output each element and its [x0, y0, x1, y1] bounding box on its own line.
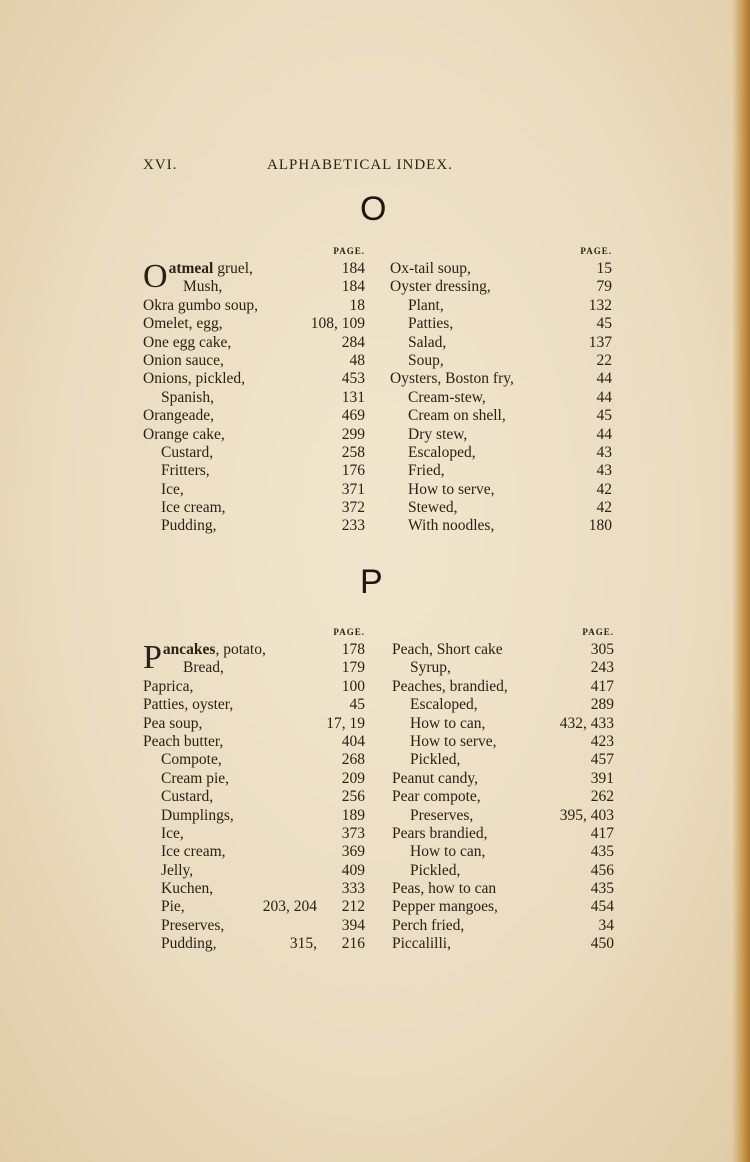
page-column-label	[390, 246, 612, 260]
entry-text: Patties, oyster,	[143, 696, 234, 714]
index-entry	[143, 407, 365, 425]
entry-label	[390, 278, 491, 296]
entry-page: 268	[341, 751, 365, 769]
entry-label	[161, 389, 214, 407]
entry-page: 453	[341, 370, 365, 388]
entry-label	[408, 444, 476, 462]
entry-label	[161, 807, 234, 825]
index-entry	[392, 715, 614, 733]
entry-label	[161, 481, 184, 499]
index-entry	[392, 843, 614, 861]
entry-extra-pages: 203, 204	[262, 898, 317, 916]
entry-page: 243	[590, 659, 614, 677]
entry-label	[161, 751, 222, 769]
entry-label	[408, 462, 445, 480]
index-entry	[143, 352, 365, 370]
drop-cap: O	[143, 258, 168, 295]
entry-label	[143, 407, 214, 425]
entry-text: Bread,	[183, 659, 224, 677]
entry-page: 184	[341, 278, 365, 296]
entry-text: Peach, Short cake	[392, 641, 503, 658]
entry-label	[143, 370, 245, 388]
index-entry	[143, 462, 365, 480]
entry-text: Cream-stew,	[408, 388, 486, 406]
entry-text: Omelet, egg,	[143, 315, 223, 333]
index-entry	[143, 370, 365, 388]
entry-text: Ice cream,	[161, 499, 226, 517]
index-entry	[392, 659, 614, 677]
index-entry	[392, 880, 614, 898]
page-label: PAGE.	[580, 246, 612, 256]
index-entry	[390, 481, 612, 499]
entry-text: Onion sauce,	[143, 351, 224, 369]
entry-page: 289	[590, 696, 614, 714]
entry-page: 44	[596, 370, 612, 388]
entry-text: , potato,	[215, 641, 266, 658]
index-entry	[143, 517, 365, 535]
index-entry	[143, 715, 365, 733]
index-entry	[390, 444, 612, 462]
entry-label	[183, 659, 224, 677]
entry-page: 391	[590, 769, 614, 787]
entry-page: 373	[341, 824, 365, 842]
index-entry	[392, 862, 614, 880]
entry-text: Perch fried,	[392, 916, 465, 934]
entry-page: 42	[596, 480, 612, 498]
index-entry	[143, 278, 365, 296]
entry-label	[392, 825, 488, 843]
index-entry	[143, 770, 365, 788]
page-label: PAGE.	[333, 627, 365, 637]
entry-page: 189	[341, 806, 365, 824]
entry-label	[410, 862, 460, 880]
index-entry	[392, 751, 614, 769]
entry-text: Pudding,	[161, 517, 217, 535]
entry-page: 469	[341, 407, 365, 425]
entry-label	[392, 935, 451, 953]
index-entry	[392, 935, 614, 953]
entry-page: 371	[341, 480, 365, 498]
entry-page: 22	[596, 351, 612, 369]
page-title: ALPHABETICAL INDEX.	[267, 157, 453, 173]
index-entry	[390, 462, 612, 480]
index-entry	[143, 843, 365, 861]
entry-text: Peach butter,	[143, 732, 224, 750]
entry-label	[161, 517, 217, 535]
index-entry	[143, 499, 365, 517]
index-entry	[392, 898, 614, 916]
entry-text: Cream pie,	[161, 769, 230, 787]
entry-text: Spanish,	[161, 388, 214, 406]
entry-text: Salad,	[408, 333, 447, 351]
entry-page: 176	[341, 462, 365, 480]
entry-label	[392, 880, 496, 898]
entry-page: 450	[590, 935, 614, 953]
entry-text: Mush,	[183, 278, 223, 296]
entry-text: How to serve,	[408, 480, 495, 498]
entry-page: 454	[590, 898, 614, 916]
entry-text: How to can,	[410, 714, 486, 732]
entry-label	[143, 715, 202, 733]
entry-text: Pepper mangoes,	[392, 898, 498, 916]
entry-label	[143, 297, 258, 315]
entry-page: 432, 433	[559, 714, 614, 732]
entry-text: Cream on shell,	[408, 407, 506, 425]
page-column-label	[143, 627, 365, 641]
entry-page: 299	[341, 425, 365, 443]
entry-page: 395, 403	[559, 806, 614, 824]
entry-label	[408, 297, 444, 315]
entry-label	[392, 788, 481, 806]
entry-label	[161, 444, 213, 462]
entry-text: Ice,	[161, 480, 184, 498]
index-entry	[143, 297, 365, 315]
entry-text: Pears brandied,	[392, 824, 488, 842]
entry-label	[408, 517, 494, 535]
entry-page: 417	[590, 824, 614, 842]
index-column-p-left	[143, 627, 365, 954]
index-entry	[143, 426, 365, 444]
entry-page: 233	[341, 517, 365, 535]
entry-label	[408, 481, 495, 499]
entry-page: 100	[341, 677, 365, 695]
entry-text: Custard,	[161, 788, 214, 806]
entry-text: Pickled,	[410, 751, 461, 769]
page-column-label	[392, 627, 614, 641]
index-entry	[143, 659, 365, 677]
entry-text: Oyster dressing,	[390, 278, 491, 296]
section-letter-p: P	[360, 563, 383, 601]
entry-text: Piccalilli,	[392, 935, 451, 953]
entry-page: 216	[341, 935, 365, 953]
index-entry	[143, 880, 365, 898]
entry-text: One egg cake,	[143, 333, 232, 351]
page-number: XVI.	[143, 157, 178, 173]
entry-page: 43	[596, 443, 612, 461]
entry-text: Plant,	[408, 296, 444, 314]
index-entry	[390, 499, 612, 517]
index-entry	[143, 751, 365, 769]
entry-label	[410, 659, 451, 677]
index-entry	[392, 788, 614, 806]
entry-label	[408, 352, 444, 370]
entry-text: Ice,	[161, 824, 184, 842]
entry-page: 137	[588, 333, 612, 351]
section-letter-o: O	[360, 190, 387, 228]
entry-label	[161, 917, 224, 935]
entry-label	[143, 733, 223, 751]
entry-text: Kuchen,	[161, 880, 214, 898]
entry-text: Okra gumbo soup,	[143, 296, 258, 314]
entry-label	[143, 678, 193, 696]
entry-page: 258	[341, 443, 365, 461]
page-column-label	[143, 246, 365, 260]
entry-text: Soup,	[408, 351, 444, 369]
index-column-o-left	[143, 246, 365, 536]
entry-label	[183, 278, 222, 296]
entry-text: Pear compote,	[392, 788, 481, 806]
entry-page: 132	[588, 296, 612, 314]
entry-page: 404	[341, 732, 365, 750]
entry-page: 48	[349, 351, 365, 369]
entry-extra-pages: 315,	[289, 935, 317, 953]
entry-text: Dumplings,	[161, 806, 234, 824]
entry-label	[390, 260, 471, 278]
entry-page: 45	[596, 315, 612, 333]
entry-label	[143, 426, 225, 444]
entry-label	[390, 370, 514, 388]
entry-text: Paprica,	[143, 677, 194, 695]
entry-label	[161, 499, 226, 517]
entry-text: Peaches, brandied,	[392, 677, 508, 695]
index-column-p-right	[392, 627, 614, 954]
index-entry	[143, 825, 365, 843]
index-entry	[392, 825, 614, 843]
entry-page: 34	[598, 916, 614, 934]
entry-label	[161, 843, 226, 861]
entry-text: Pea soup,	[143, 714, 203, 732]
entry-page: 44	[596, 388, 612, 406]
entry-lead-word: atmeal	[168, 260, 214, 277]
entry-lead-word: ancakes	[162, 641, 216, 658]
index-entry	[143, 334, 365, 352]
index-entry	[390, 297, 612, 315]
index-entry	[390, 278, 612, 296]
entry-text: Fried,	[408, 462, 445, 480]
entry-text: Orangeade,	[143, 407, 214, 425]
entry-label	[161, 462, 210, 480]
index-entry	[392, 807, 614, 825]
page-edge	[732, 0, 750, 1162]
entry-text: Compote,	[161, 751, 222, 769]
index-entry	[390, 426, 612, 444]
entry-label	[143, 334, 231, 352]
entry-text: Orange cake,	[143, 425, 225, 443]
index-entry	[392, 770, 614, 788]
index-entry	[390, 407, 612, 425]
index-entry	[390, 389, 612, 407]
index-entry	[143, 389, 365, 407]
index-entry	[143, 935, 365, 953]
entry-text: With noodles,	[408, 517, 495, 535]
entry-label	[392, 898, 498, 916]
index-entry	[392, 917, 614, 935]
entry-text: Peas, how to can	[392, 880, 497, 898]
entry-label	[143, 352, 224, 370]
entry-page: 184	[341, 260, 365, 277]
entry-page: 409	[341, 861, 365, 879]
entry-text: Oysters, Boston fry,	[390, 370, 514, 388]
entry-text: Escaloped,	[410, 696, 478, 714]
index-entry	[390, 315, 612, 333]
entry-text: Pudding,	[161, 935, 217, 953]
index-entry	[390, 370, 612, 388]
entry-label	[161, 825, 184, 843]
entry-text: Custard,	[161, 443, 214, 461]
entry-text: Ox-tail soup,	[390, 260, 471, 277]
entry-page: 108, 109	[310, 315, 365, 333]
entry-text: Preserves,	[161, 916, 225, 934]
entry-page: 43	[596, 462, 612, 480]
index-entry	[143, 788, 365, 806]
entry-page: 17, 19	[326, 714, 365, 732]
entry-label	[408, 499, 458, 517]
entry-label	[392, 917, 464, 935]
index-entry	[143, 898, 365, 916]
entry-text: How to can,	[410, 843, 486, 861]
entry-page: 284	[341, 333, 365, 351]
index-entry	[143, 733, 365, 751]
index-entry	[390, 352, 612, 370]
entry-label	[410, 843, 485, 861]
drop-cap: P	[143, 639, 162, 676]
entry-label	[161, 788, 213, 806]
index-entry	[392, 641, 614, 659]
entry-page: 42	[596, 499, 612, 517]
entry-text: Preserves,	[410, 806, 474, 824]
entry-page: 456	[590, 861, 614, 879]
entry-page: 178	[341, 641, 365, 658]
index-entry	[143, 862, 365, 880]
index-entry	[143, 917, 365, 935]
entry-text: Patties,	[408, 315, 454, 333]
entry-page: 423	[590, 732, 614, 750]
page-label: PAGE.	[333, 246, 365, 256]
index-entry	[392, 733, 614, 751]
entry-label	[408, 389, 486, 407]
entry-page: 256	[341, 788, 365, 806]
entry-page: 369	[341, 843, 365, 861]
entry-page: 18	[349, 296, 365, 314]
entry-label	[161, 862, 193, 880]
entry-page: 435	[590, 880, 614, 898]
entry-label	[410, 715, 485, 733]
entry-page: 457	[590, 751, 614, 769]
entry-page: 15	[596, 260, 612, 277]
entry-label	[408, 407, 506, 425]
entry-page: 262	[590, 788, 614, 806]
entry-label	[161, 880, 213, 898]
entry-page: 209	[341, 769, 365, 787]
entry-label	[408, 315, 453, 333]
entry-page: 333	[341, 880, 365, 898]
running-header	[143, 157, 483, 177]
entry-page: 372	[341, 499, 365, 517]
entry-page: 212	[341, 898, 365, 916]
entry-label	[410, 733, 497, 751]
entry-text: Onions, pickled,	[143, 370, 246, 388]
entry-text: Ice cream,	[161, 843, 226, 861]
entry-label	[410, 807, 473, 825]
entry-page: 44	[596, 425, 612, 443]
entry-label	[161, 935, 217, 953]
entry-text: Fritters,	[161, 462, 210, 480]
entry-page: 45	[596, 407, 612, 425]
entry-label	[143, 315, 223, 333]
entry-text: gruel,	[213, 260, 253, 277]
entry-text: How to serve,	[410, 732, 497, 750]
entry-text: Pickled,	[410, 861, 461, 879]
index-entry	[390, 517, 612, 535]
entry-label	[392, 641, 503, 659]
entry-text: Dry stew,	[408, 425, 468, 443]
entry-page: 180	[588, 517, 612, 535]
entry-label	[408, 334, 446, 352]
entry-page: 417	[590, 677, 614, 695]
entry-page: 435	[590, 843, 614, 861]
entry-page: 394	[341, 916, 365, 934]
entry-page: 45	[349, 696, 365, 714]
entry-page: 131	[341, 388, 365, 406]
index-entry	[143, 481, 365, 499]
entry-text: Jelly,	[161, 861, 194, 879]
entry-text: Stewed,	[408, 499, 458, 517]
entry-label	[410, 751, 460, 769]
page-label: PAGE.	[582, 627, 614, 637]
index-entry	[143, 807, 365, 825]
entry-label	[161, 898, 185, 916]
entry-text: Pie,	[161, 898, 185, 916]
entry-page: 79	[596, 278, 612, 296]
entry-text: Escaloped,	[408, 443, 476, 461]
index-entry	[390, 260, 612, 278]
index-column-o-right	[390, 246, 612, 536]
entry-page: 305	[590, 641, 614, 658]
index-entry	[143, 696, 365, 714]
entry-label	[143, 696, 233, 714]
index-entry	[392, 696, 614, 714]
index-entry	[390, 334, 612, 352]
index-entry	[143, 315, 365, 333]
index-entry	[143, 678, 365, 696]
entry-page: 179	[341, 659, 365, 677]
index-entry	[392, 678, 614, 696]
entry-label	[410, 696, 478, 714]
entry-label	[392, 678, 508, 696]
entry-text: Syrup,	[410, 659, 451, 677]
entry-text: Peanut candy,	[392, 769, 478, 787]
index-entry	[143, 444, 365, 462]
entry-label	[392, 770, 478, 788]
entry-label	[161, 770, 229, 788]
entry-label	[408, 426, 467, 444]
